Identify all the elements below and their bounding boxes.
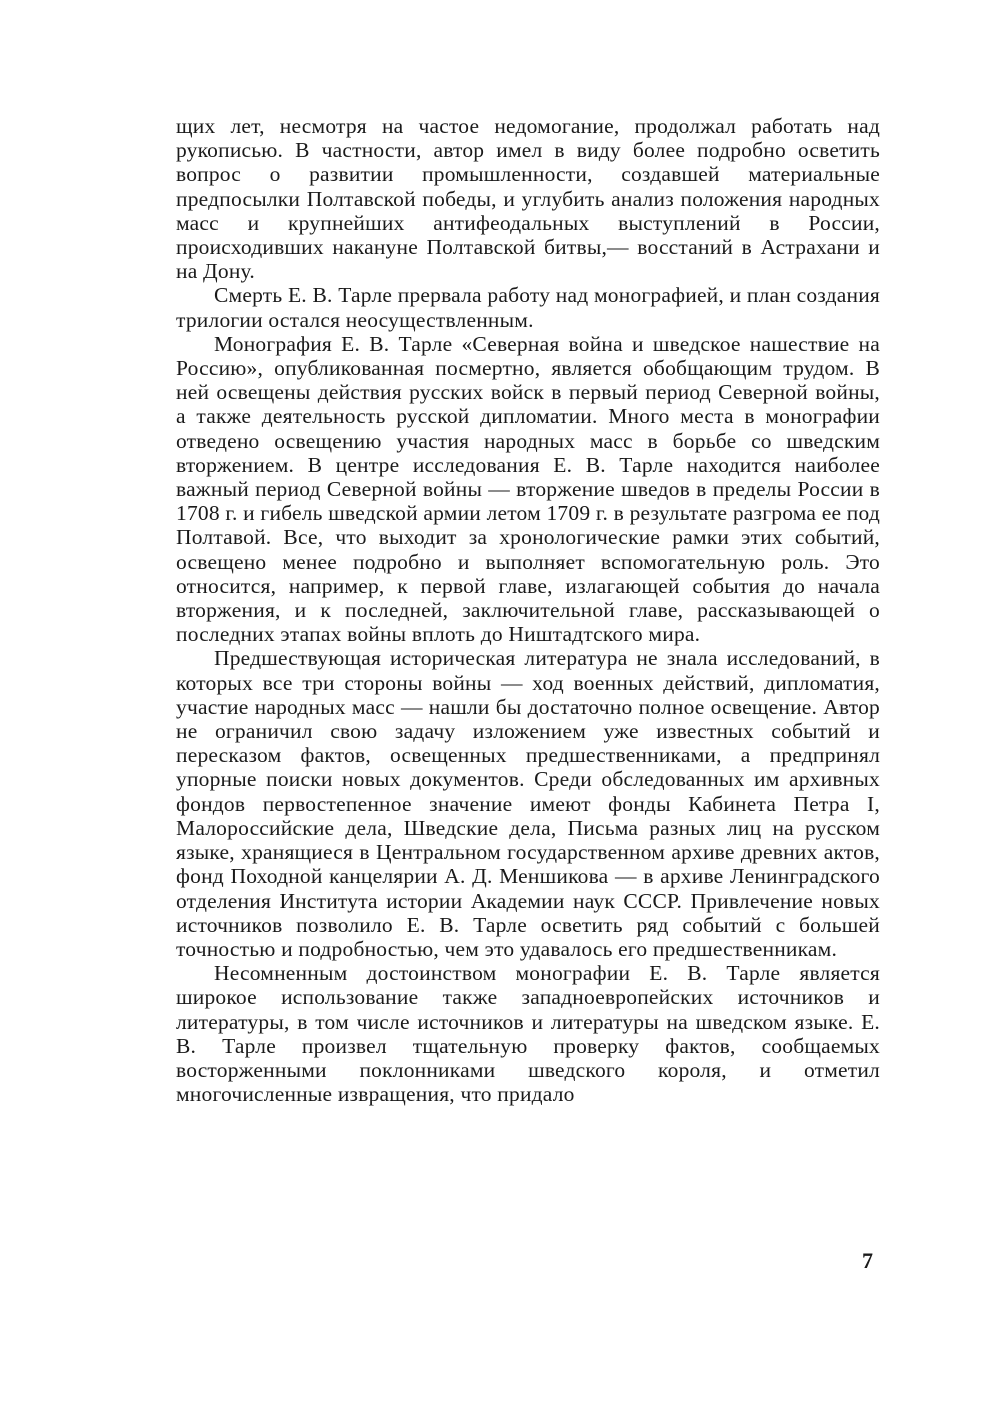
paragraph-western-sources: Несомненным достоинством монографии Е. В. Тарле является широкое использование также западноевропейских источников и литературы, в том числе источников и литературы на шведском языке. Е. В. Тарле произвел тщательную проверку фактов, сообщаемых восторженными поклонниками шведского короля, и отметил многочисленные извращения, что придало bbox=[176, 961, 880, 1107]
paragraph-death-of-tarle: Смерть Е. В. Тарле прервала работу над монографией, и план создания трилогии остался неосуществленным. bbox=[176, 283, 880, 332]
body-text bbox=[176, 114, 880, 1106]
paragraph-prior-literature: Предшествующая историческая литература не знала исследований, в которых все три стороны войны — ход военных действий, дипломатия, участие народных масс — нашли бы достаточно полное освещение. Автор не ограничил свою задачу изложением уже известных событий и пересказом фактов, освещенных предшественниками, а предпринял упорные поиски новых документов. Среди обследованных им архивных фондов первостепенное значение имеют фонды Кабинета Петра I, Малороссийские дела, Шведские дела, Письма разных лиц на русском языке, хранящиеся в Центральном государственном архиве древних актов, фонд Походной канцелярии А. Д. Меншикова — в архиве Ленинградского отделения Института истории Академии наук СССР. Привлечение новых источников позволило Е. В. Тарле осветить ряд событий с большей точностью и подробностью, чем это удавалось его предшественникам. bbox=[176, 646, 880, 961]
paragraph-continuation: щих лет, несмотря на частое недомогание, продолжал работать над рукописью. В частности, автор имел в виду более подробно осветить вопрос о развитии промышленности, создавшей материальные предпосылки Полтавской победы, и углубить анализ положения народных масс и крупнейших антифеодальных выступлений в России, происходивших накануне Полтавской битвы,— восстаний в Астрахани и на Дону. bbox=[176, 114, 880, 284]
paragraph-monograph-overview: Монография Е. В. Тарле «Северная война и шведское нашествие на Россию», опубликованная посмертно, является обобщающим трудом. В ней освещены действия русских войск в первый период Северной войны, а также деятельность русской дипломатии. Много места в монографии отведено освещению участия народных масс в борьбе со шведским вторжением. В центре исследования Е. В. Тарле находится наиболее важный период Северной войны — вторжение шведов в пределы России в 1708 г. и гибель шведской армии летом 1709 г. в результате разгрома ее под Полтавой. Все, что выходит за хронологические рамки этих событий, освещено менее подробно и выполняет вспомогательную роль. Это относится, например, к первой главе, излагающей события до начала вторжения, и к последней, заключительной главе, рассказывающей о последних этапах войны вплоть до Ништадтского мира. bbox=[176, 331, 880, 647]
page-number: 7 bbox=[862, 1248, 873, 1273]
